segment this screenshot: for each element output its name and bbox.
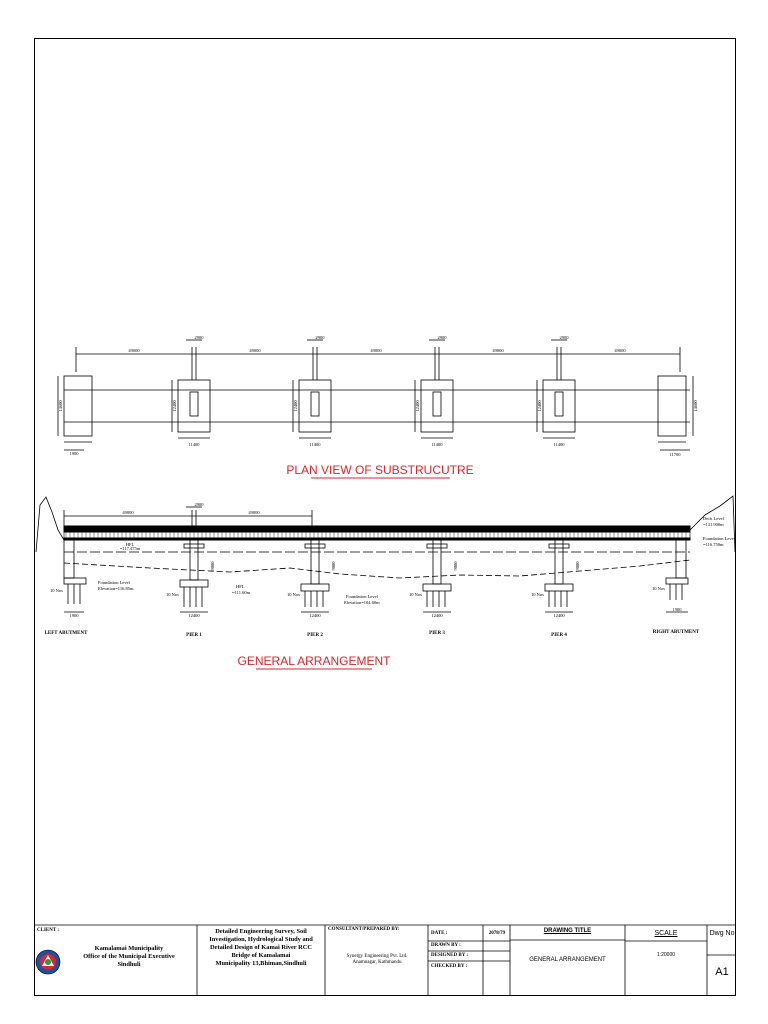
date-label: DATE : (431, 931, 448, 936)
project-line-1: Detailed Engineering Survey, Soil (215, 928, 307, 935)
project-block (199, 928, 323, 968)
plan-right-abutment-width-dim: 14600 (693, 400, 698, 412)
municipality-logo (36, 950, 60, 974)
plan-span-dim-3: 49000 (370, 348, 382, 353)
plan-view (58, 340, 693, 450)
project-line-3: Detailed Design of Kamai River RCC (210, 944, 312, 951)
client-line-1: Kamalamai Municipality (94, 945, 164, 952)
dwg-no-value: A1 (715, 966, 729, 978)
elev-span-dim-1: 49000 (122, 510, 134, 515)
pier2-foundation-note-1: Foundation Level (346, 594, 378, 599)
client-block (64, 945, 194, 969)
hfl-label: HFL (125, 542, 135, 547)
consultant-block (327, 954, 427, 967)
plan-span-dim-2: 49000 (249, 348, 261, 353)
elev-right-base-dim: 1900 (672, 607, 682, 612)
plan-gap-dim-2: 2900 (315, 335, 325, 340)
designed-by-label: DESIGNED BY : (431, 953, 469, 958)
checked-by-label: CHECKED BY : (431, 964, 468, 969)
plan-pier4-width-dim: 12400 (537, 400, 542, 412)
plan-span-dim-5: 49000 (614, 348, 626, 353)
plan-span-dim-1: 49000 (128, 348, 140, 353)
project-line-2: Investigation, Hydrological Study and (209, 936, 313, 943)
sheet-border (35, 39, 736, 996)
plan-left-base-dim: 1900 (69, 451, 79, 456)
drawing-title-label: DRAWING TITLE (543, 928, 592, 934)
elev-gap-dim: 2900 (194, 502, 204, 507)
consultant-label: CONSULTANT/PREPARED BY: (328, 927, 400, 932)
scale-label: SCALE (654, 930, 678, 937)
right-deck-value: =131.900m (703, 522, 724, 527)
pier1-height-dim: 9000 (210, 561, 215, 571)
pier2-hfl-value: =111.60m (232, 590, 251, 595)
elev-pier1-footing-dim: 12400 (188, 613, 200, 618)
left-foundation-note-2: Elevation=116.85m (98, 586, 134, 591)
label-pier-1: PIER 1 (186, 633, 202, 638)
project-line-4: Bridge of Kamalamai (231, 952, 291, 959)
pile-label-pier3: 10 Nos (409, 592, 422, 597)
elev-span-dim-2: 49000 (248, 510, 260, 515)
drawn-by-label: DRAWN BY : (431, 943, 461, 948)
scale-value: 1:20000 (656, 952, 676, 958)
right-deck-note: Deck Level (703, 516, 724, 521)
hfl-value: =117.475m (119, 546, 141, 551)
general-arrangement-title: GENERAL ARRANGEMENT (237, 654, 391, 668)
consultant-line-2: Anamnagar, Kathmandu (352, 960, 402, 966)
pier2-height-dim: 9000 (331, 561, 336, 571)
pile-label-pier2: 10 Nos (287, 592, 300, 597)
client-line-2: Office of the Municipal Executive (83, 953, 175, 960)
pier2-foundation-note-2: Elevation=104.60m (344, 600, 380, 605)
plan-pier2-width-dim: 12400 (293, 400, 298, 412)
label-left-abutment: LEFT ABUTMENT (44, 631, 88, 636)
plan-abutment-width-dim: 14600 (58, 400, 63, 412)
pier4-height-dim: 9000 (575, 561, 580, 571)
label-pier-4: PIER 4 (551, 633, 567, 638)
plan-pier1-width-dim: 12400 (172, 400, 177, 412)
right-found-note: Foundation Level (703, 536, 735, 541)
elev-pier3-footing-dim: 12400 (431, 613, 443, 618)
elev-pier2-footing-dim: 12400 (309, 613, 321, 618)
bridge-deck (64, 526, 690, 540)
plan-dim-labels (58, 335, 698, 457)
label-pier-3: PIER 3 (429, 631, 445, 636)
date-value: 2078/79 (488, 931, 506, 936)
plan-pier1-footing-dim: 11400 (188, 442, 200, 447)
plan-pier3-width-dim: 12400 (415, 400, 420, 412)
client-label: CLIENT : (37, 928, 59, 933)
pier2-hfl-note: HFL (236, 584, 245, 589)
consultant-line-1: Synergy Engineering Pvt. Ltd. (346, 954, 408, 959)
client-line-3: Sindhuli (117, 961, 141, 968)
plan-pier2-footing-dim: 11400 (309, 442, 321, 447)
elev-pier4-footing-dim: 12400 (553, 613, 565, 618)
label-right-abutment: RIGHT ABUTMENT (652, 630, 700, 635)
dwg-no-label: Dwg No. (709, 930, 737, 937)
drawing-title-value: GENERAL ARRANGEMENT (529, 957, 606, 963)
pile-label-pier1: 10 Nos (166, 592, 179, 597)
plan-view-title: PLAN VIEW OF SUBSTRUCUTRE (286, 463, 474, 477)
elev-left-base-dim: 1900 (69, 613, 79, 618)
pile-label-pier4: 10 Nos (531, 592, 544, 597)
plan-gap-dim-4: 2900 (559, 335, 569, 340)
pile-label-left-abutment: 10 Nos (50, 588, 63, 593)
elevation-view (36, 496, 735, 612)
right-found-value: =116.750m (703, 542, 724, 547)
plan-span-dim-4: 49000 (492, 348, 504, 353)
plan-pier3-footing-dim: 11400 (431, 442, 443, 447)
plan-gap-dim-3: 2900 (437, 335, 447, 340)
plan-gap-dim-1: 2900 (194, 335, 204, 340)
elevation-labels (50, 502, 736, 618)
project-line-5: Municipality 13,Bhiman,Sindhuli (215, 960, 307, 967)
plan-right-base-dim: 11700 (669, 452, 681, 457)
support-labels (45, 630, 700, 638)
pile-label-right-abutment: 10 Nos (652, 586, 665, 591)
deck-stiffeners (66, 532, 686, 538)
label-pier-2: PIER 2 (307, 633, 323, 638)
plan-pier4-footing-dim: 11400 (553, 442, 565, 447)
left-foundation-note-1: Foundation Level (98, 580, 130, 585)
pier3-height-dim: 9000 (453, 561, 458, 571)
